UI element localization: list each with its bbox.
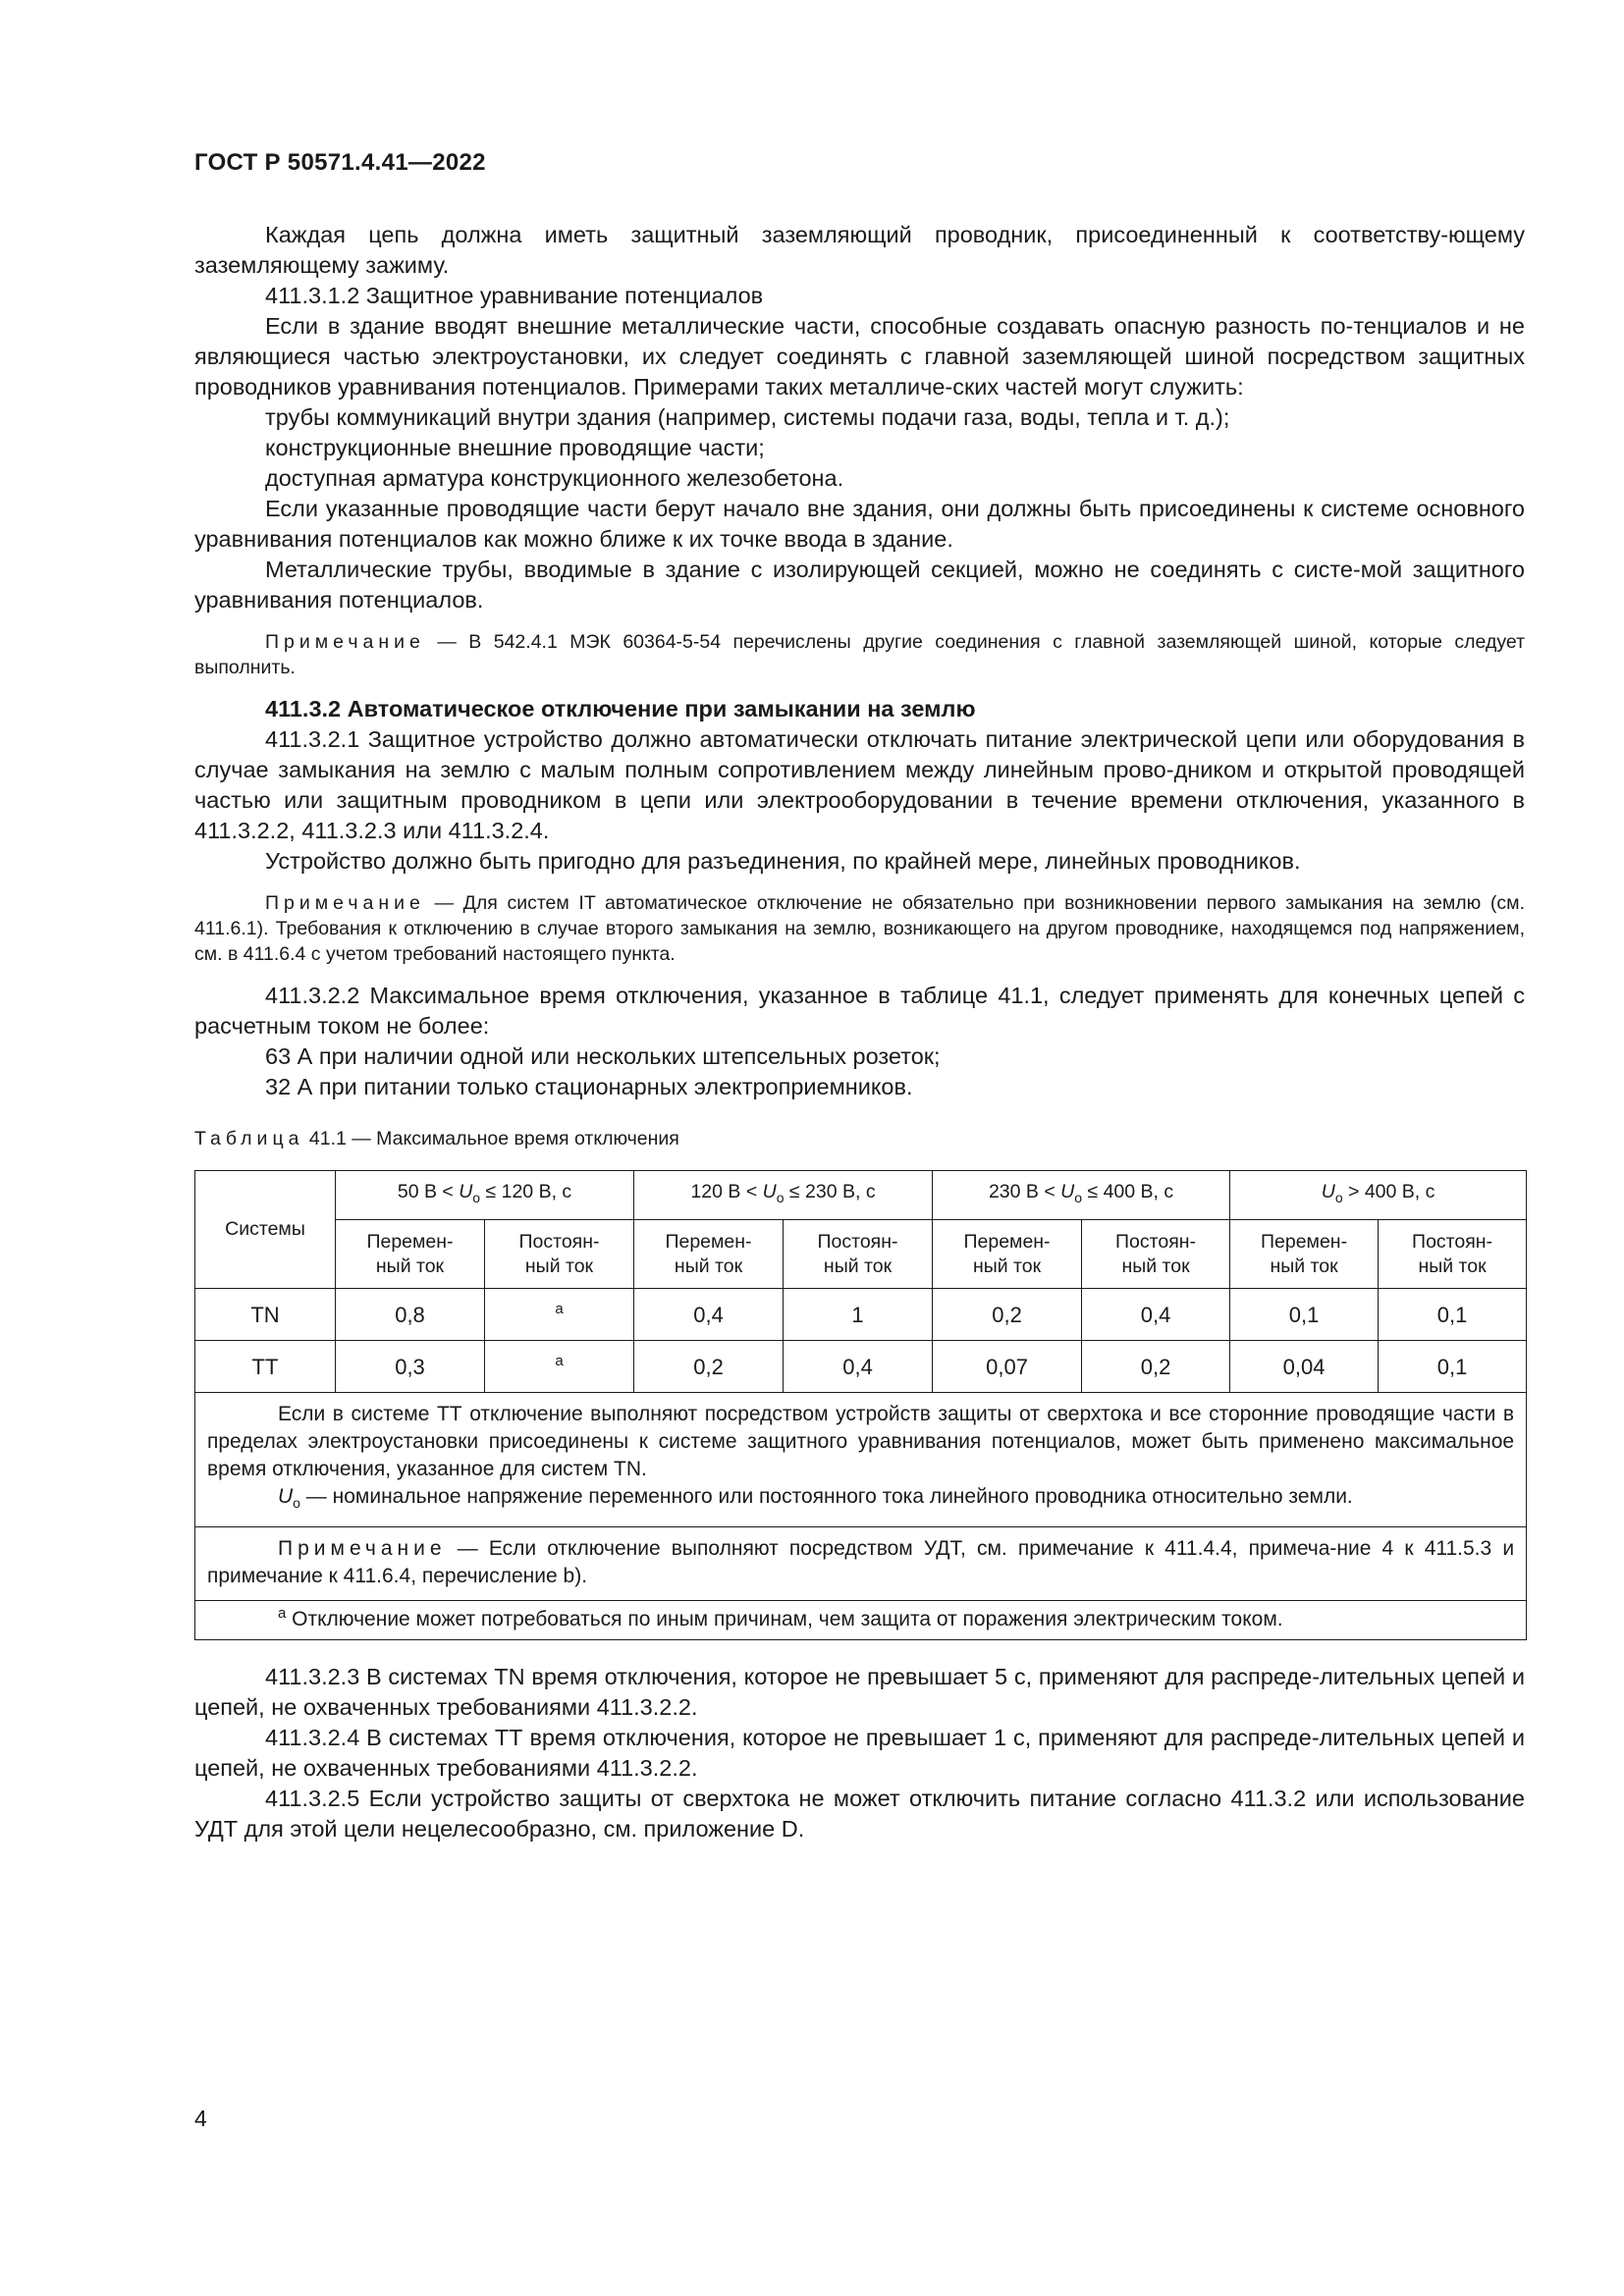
caption-label: Таблица (194, 1128, 304, 1149)
document-body (194, 220, 1525, 1844)
value-cell: 1 (784, 1289, 933, 1341)
range-header: 230 $В < U_o \le 400$ В, с (933, 1171, 1230, 1220)
dc-header: Постоян- ный ток (485, 1220, 634, 1289)
page-number: 4 (194, 2106, 207, 2131)
value-cell: 0,3 (336, 1341, 485, 1393)
value-cell: 0,04 (1230, 1341, 1379, 1393)
note-label: Примечание (265, 892, 425, 914)
system-cell: TT (195, 1341, 336, 1393)
paragraph: Если указанные проводящие части берут начало вне здания, они должны быть присоединены к системе основного уравнивания потенциалов как можно ближе к их точке ввода в здание. (194, 496, 1525, 552)
dc-header: Постоян- ный ток (784, 1220, 933, 1289)
paragraph: 411.3.2.1 Защитное устройство должно автоматически отключать питание электрической цепи или оборудования в случае замыкания на землю с малым полным сопротивлением между линейным прово-дником и открытой проводящей частью или защитным проводником в цепи или электрооборудовании в течение времени отключения, указанного в 411.3.2.2, 411.3.2.3 или 411.3.2.4. (194, 726, 1525, 843)
note (194, 890, 1525, 967)
list-item: 32 А при питании только стационарных электроприемников. (265, 1074, 913, 1099)
table-row (195, 1289, 1527, 1341)
paragraph: Если в здание вводят внешние металлические части, способные создавать опасную разность по-тенциалов и не являющиеся частью электроустановки, их следует соединять с главной заземляющей шиной посредством защитных проводников уравнивания потенциалов. Примерами таких металличе-ских частей могут служить: (194, 313, 1525, 400)
note (194, 629, 1525, 680)
table-caption (194, 1124, 1525, 1154)
paragraph: 411.3.2.4 В системах ТТ время отключения, которое не превышает 1 с, применяют для распреде-лительных цепей и цепей, не охваченных требованиями 411.3.2.2. (194, 1725, 1525, 1782)
caption-text: 41.1 — Максимальное время отключения (303, 1128, 679, 1149)
paragraph: Каждая цепь должна иметь защитный заземляющий проводник, присоединенный к соответству-ющему заземляющему зажиму. (194, 222, 1525, 278)
document-header: ГОСТ Р 50571.4.41—2022 (194, 149, 486, 176)
value-cell: а (485, 1341, 634, 1393)
note-label: Примечание (265, 631, 425, 653)
note-text: — В 542.4.1 МЭК 60364-5-54 перечислены другие соединения с главной заземляющей шиной, которые следует выполнить. (194, 631, 1525, 678)
list-item: конструкционные внешние проводящие части; (265, 435, 765, 460)
paragraph: 411.3.2.5 Если устройство защиты от сверхтока не может отключить питание согласно 411.3.2 или использование УДТ для этой цели нецелесообразно, см. приложение D. (194, 1786, 1525, 1842)
section-heading: 411.3.2 Автоматическое отключение при замыкании на землю (265, 696, 976, 721)
table-footnote-text: Если в системе ТТ отключение выполняют посредством устройств защиты от сверхтока и все сторонние проводящие части в пределах электроустановки присоединены к системе защитного уравнивания потенциалов, может быть применено максимальное время отключения, указанное для систем TN. $U_o$ — номинальное напряжение переменного или постоянного тока линейного проводника относительно земли. (195, 1393, 1527, 1527)
paragraph: 411.3.2.2 Максимальное время отключения, указанное в таблице 41.1, следует применять для конечных цепей с расчетным током не более: (194, 983, 1525, 1039)
clause-title: 411.3.1.2 Защитное уравнивание потенциалов (265, 283, 764, 308)
list-item: трубы коммуникаций внутри здания (например, системы подачи газа, воды, тепла и т. д.); (265, 404, 1230, 430)
system-cell: TN (195, 1289, 336, 1341)
ac-header: Перемен- ный ток (933, 1220, 1082, 1289)
range-header: 50 $В < U_o \le 120$ В, с (336, 1171, 634, 1220)
range-header: 120 $В < U_o \le 230$ В, с (634, 1171, 933, 1220)
table-note: Примечание — Если отключение выполняют посредством УДТ, см. примечание к 411.4.4, примеча-ние 4 к 411.5.3 и примечание к 411.6.4, перечисление b). (195, 1527, 1527, 1601)
ac-header: Перемен- ный ток (634, 1220, 784, 1289)
value-cell: 0,07 (933, 1341, 1082, 1393)
value-cell: 0,2 (1082, 1341, 1230, 1393)
value-cell: 0,8 (336, 1289, 485, 1341)
value-cell: 0,1 (1379, 1289, 1527, 1341)
paragraph: Металлические трубы, вводимые в здание с изолирующей секцией, можно не соединять с систе-мой защитного уравнивания потенциалов. (194, 557, 1525, 613)
dc-header: Постоян- ный ток (1082, 1220, 1230, 1289)
value-cell: 0,1 (1230, 1289, 1379, 1341)
systems-header: Системы (195, 1171, 336, 1289)
dc-header: Постоян- ный ток (1379, 1220, 1527, 1289)
table-row (195, 1341, 1527, 1393)
value-cell: а (485, 1289, 634, 1341)
value-cell: 0,1 (1379, 1341, 1527, 1393)
table-footnote: $^а$ Отключение может потребоваться по иным причинам, чем защита от поражения электрическим током. (195, 1601, 1527, 1640)
note-text: — Для систем IT автоматическое отключение не обязательно при возникновении первого замыкания на землю (см. 411.6.1). Требования к отключению в случае второго замыкания на землю, возникающего на другом проводнике, находящемся под напряжением, см. в 411.6.4 с учетом требований настоящего пункта. (194, 892, 1525, 965)
value-cell: 0,4 (634, 1289, 784, 1341)
range-header: $U_o > 400$ В, с (1230, 1171, 1527, 1220)
value-cell: 0,2 (933, 1289, 1082, 1341)
list-item: доступная арматура конструкционного железобетона. (265, 465, 844, 491)
list-item: 63 А при наличии одной или нескольких штепсельных розеток; (265, 1043, 941, 1069)
ac-header: Перемен- ный ток (1230, 1220, 1379, 1289)
value-cell: 0,2 (634, 1341, 784, 1393)
paragraph: 411.3.2.3 В системах TN время отключения, которое не превышает 5 с, применяют для распреде-лительных цепей и цепей, не охваченных требованиями 411.3.2.2. (194, 1664, 1525, 1721)
value-cell: 0,4 (1082, 1289, 1230, 1341)
table-41-1 (194, 1170, 1527, 1640)
value-cell: 0,4 (784, 1341, 933, 1393)
paragraph: Устройство должно быть пригодно для разъединения, по крайней мере, линейных проводников. (265, 848, 1301, 874)
ac-header: Перемен- ный ток (336, 1220, 485, 1289)
